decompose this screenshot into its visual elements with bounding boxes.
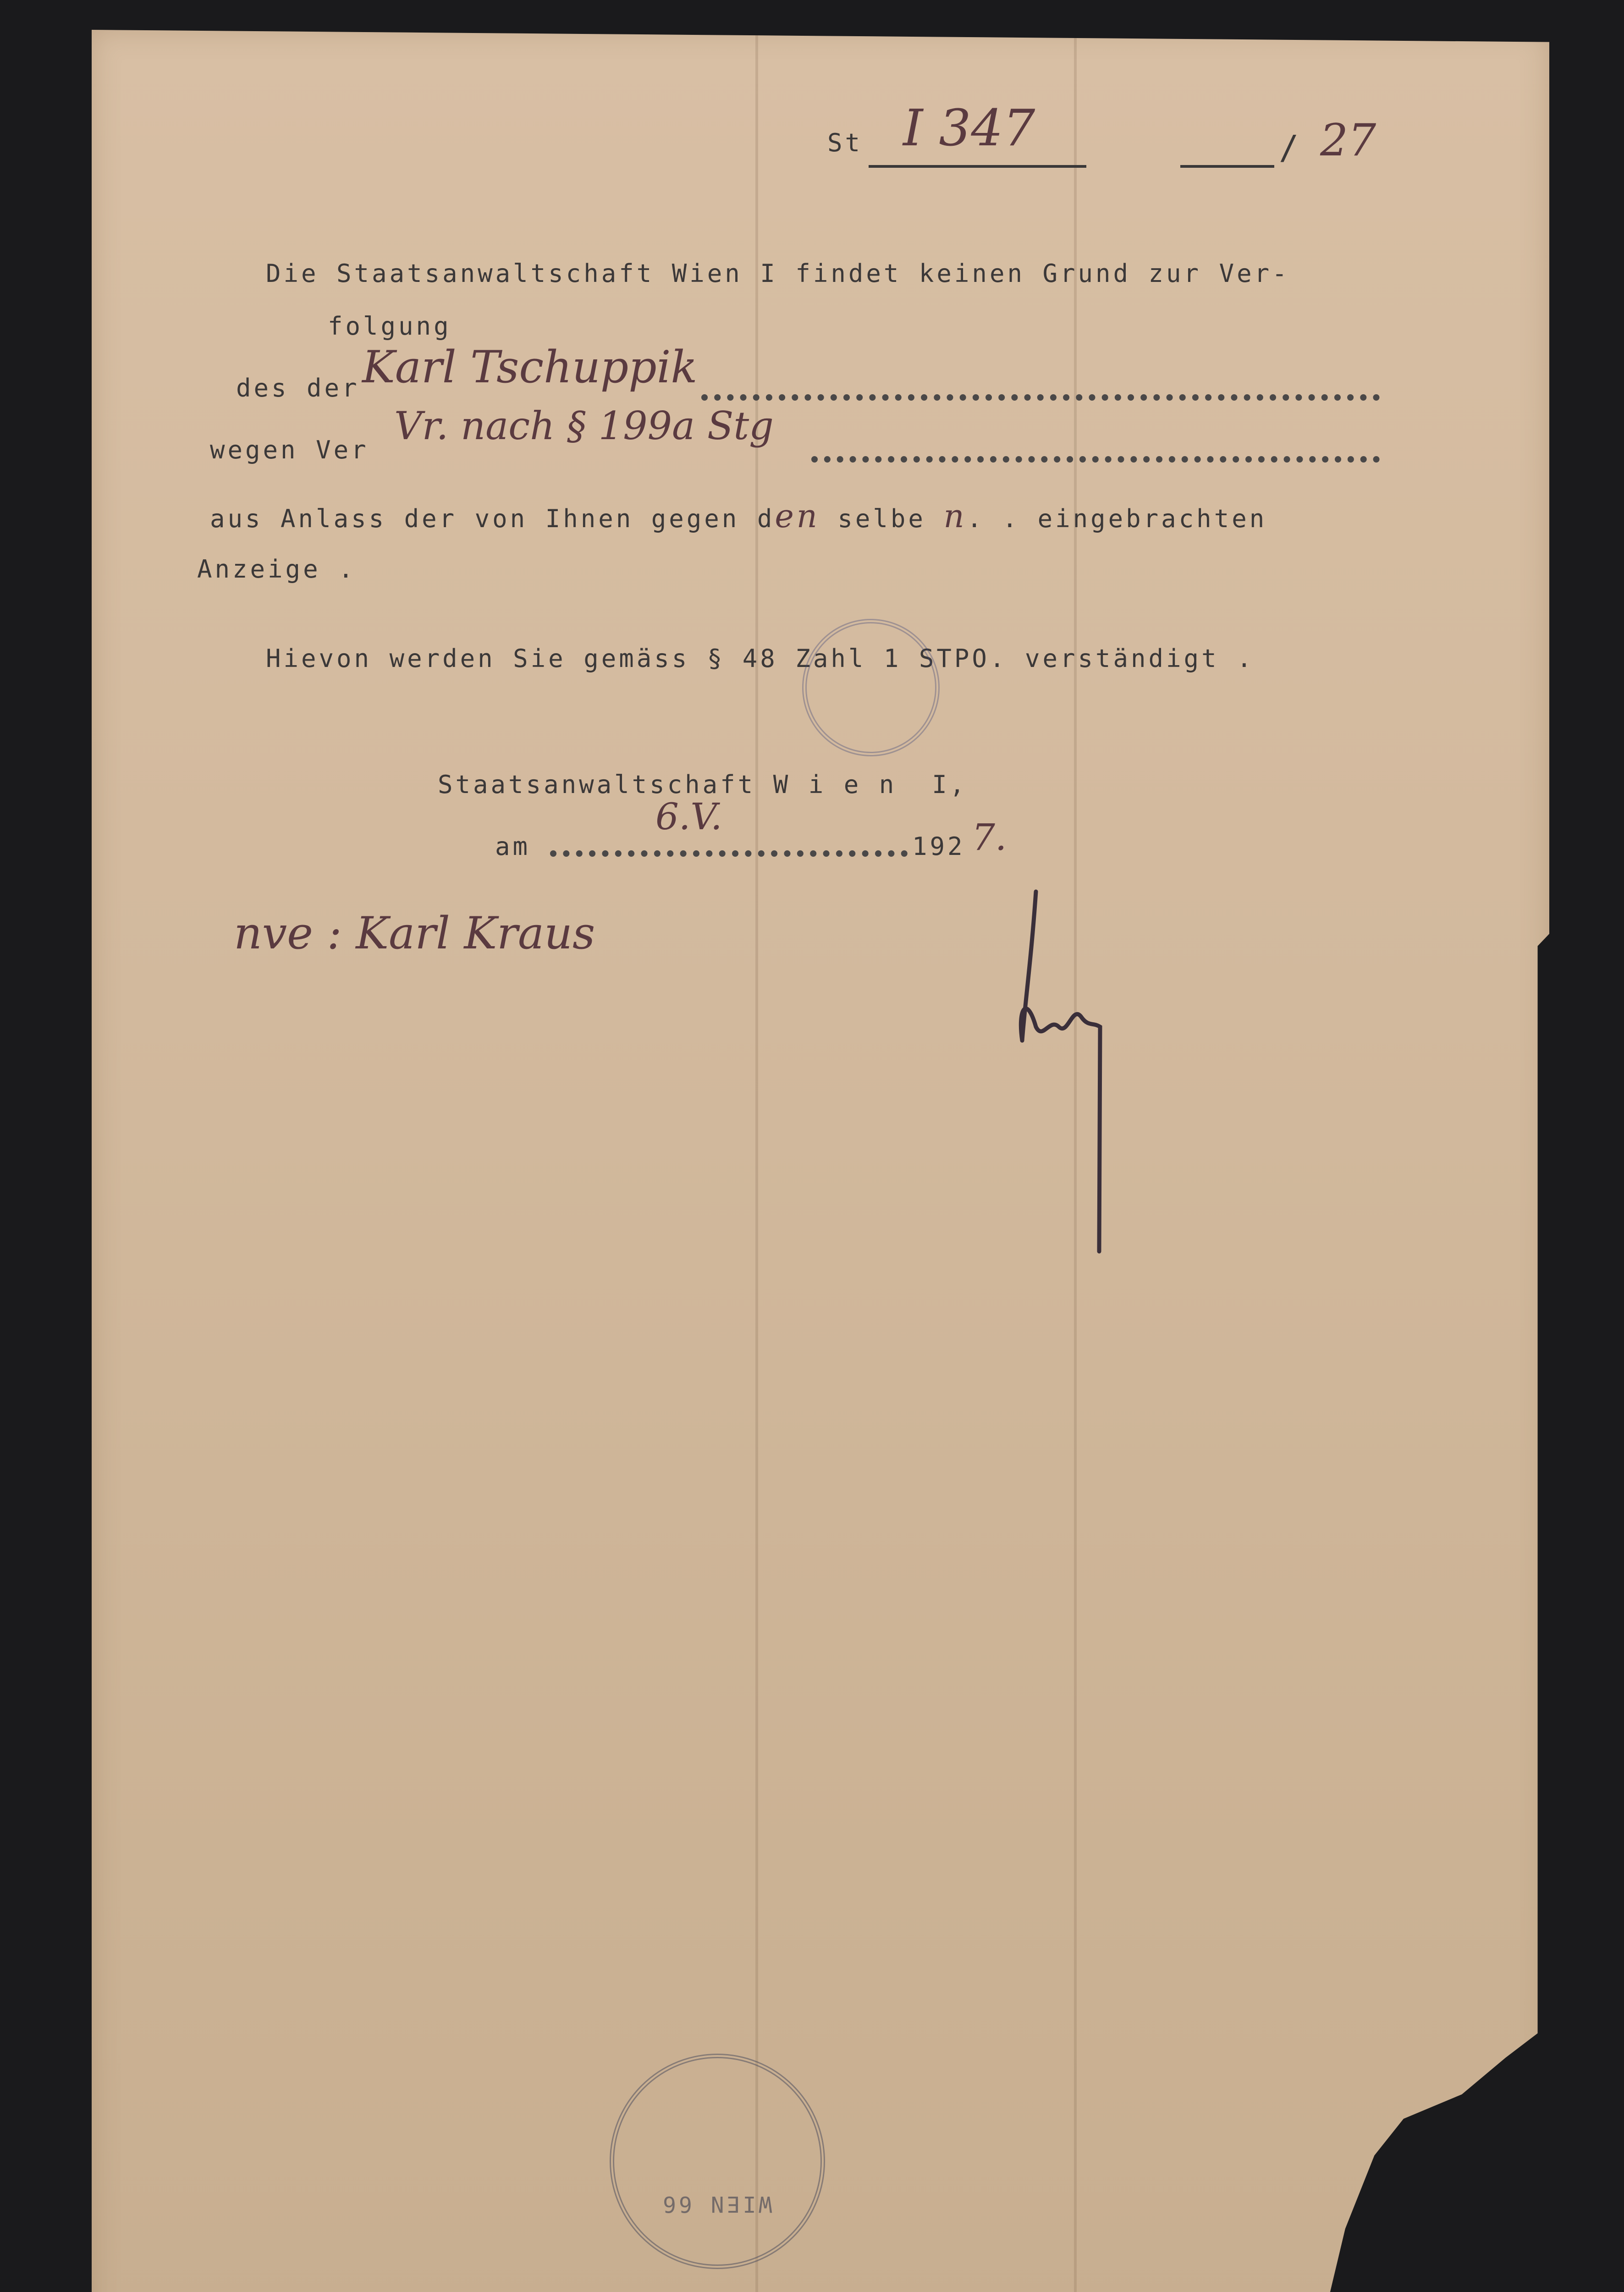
date-prefix: am <box>495 832 531 861</box>
signature <box>985 889 1137 1265</box>
date-handwritten: 6.V. <box>655 795 722 838</box>
reference-number: I 347 <box>903 99 1035 157</box>
date-dotted-line <box>550 850 908 857</box>
offense-text: Vr. nach § 199a Stg <box>394 403 774 448</box>
year-handwritten: 7. <box>972 816 1007 859</box>
office-name: Staatsanwaltschaft W i e n I, <box>438 770 968 799</box>
anzeige: Anzeige . <box>197 555 356 584</box>
body-line-2: folgung <box>328 312 451 341</box>
paper-fold <box>755 30 758 2292</box>
official-seal <box>802 619 940 756</box>
reference-underline <box>869 165 1086 168</box>
notice-line: Hievon werden Sie gemäss § 48 Zahl 1 STPO. verständigt . <box>266 644 1255 673</box>
dotted-fill-2 <box>811 456 1380 463</box>
recipient-note: nve : Karl Kraus <box>234 908 595 959</box>
year-prefix: 192 <box>912 832 965 861</box>
accused-name: Karl Tschuppik <box>362 342 698 393</box>
reference-year: 27 <box>1320 115 1376 166</box>
body-line-1: Die Staatsanwaltschaft Wien I findet keinen Grund zur Ver- <box>266 259 1290 288</box>
reference-slash: / <box>1279 128 1302 167</box>
des-label: des der <box>236 374 360 402</box>
postal-stamp <box>610 2054 825 2269</box>
anlass-line: aus Anlass der von Ihnen gegen den selbe n. . eingebrachten <box>210 497 1267 535</box>
postal-stamp-text: WIEN 66 <box>660 2191 772 2217</box>
document-page <box>92 30 1549 2292</box>
dotted-fill-1 <box>701 394 1380 401</box>
wegen-label: wegen Ver <box>210 435 369 464</box>
reference-underline-2 <box>1180 165 1274 168</box>
reference-prefix: St <box>827 128 863 157</box>
